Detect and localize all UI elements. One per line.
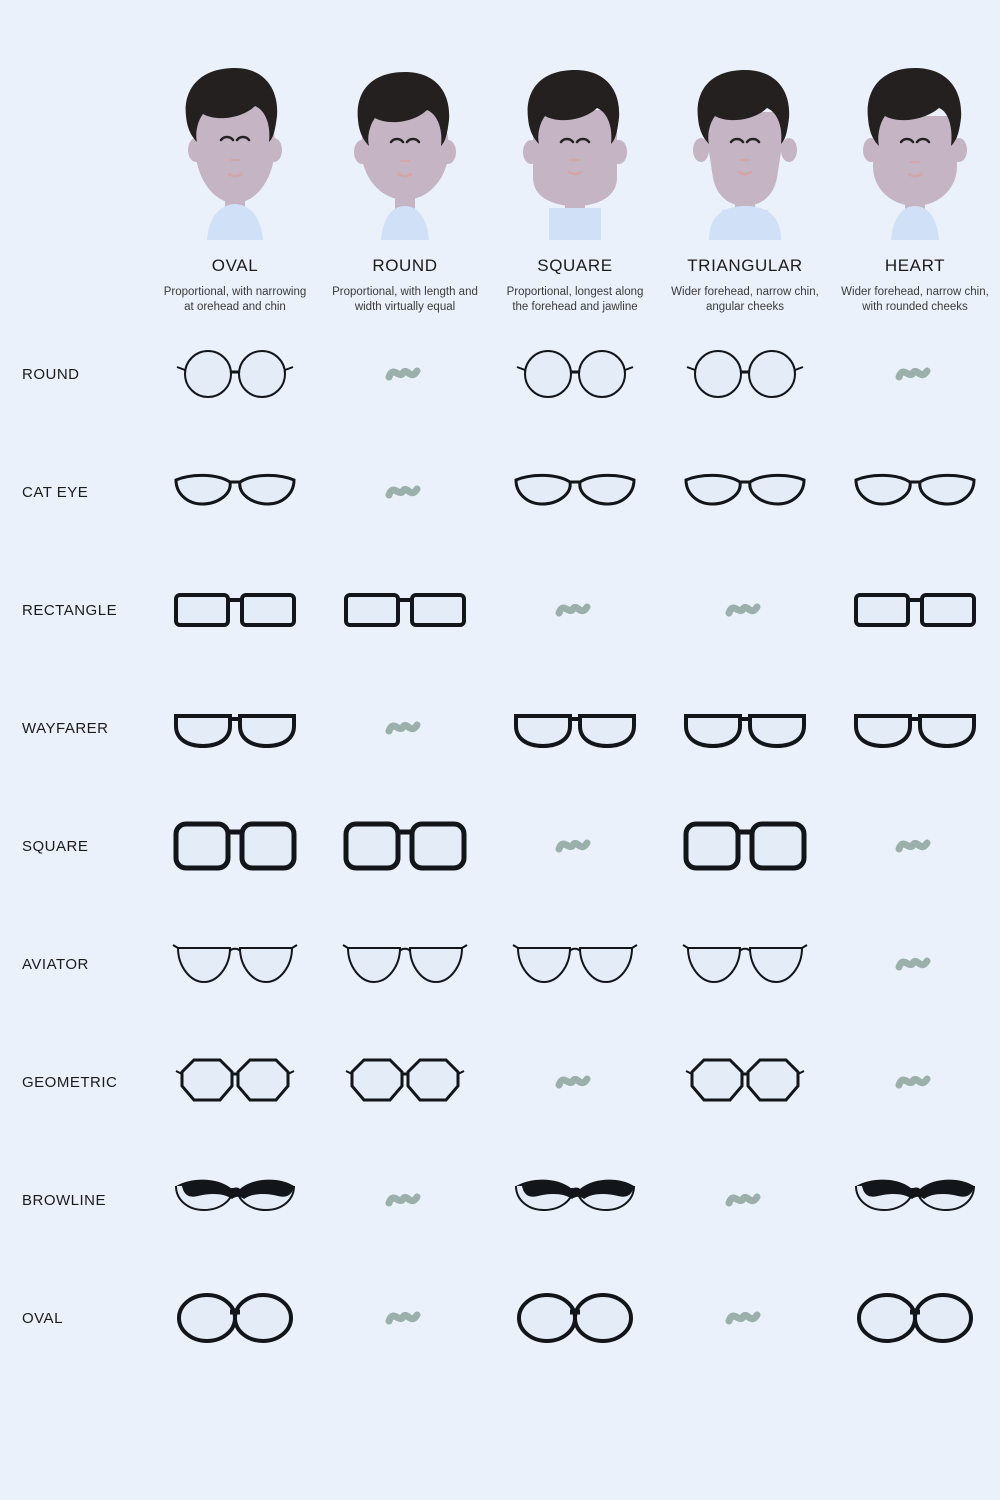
style-row-cat-eye: [0, 433, 1000, 551]
cell-wayfarer-heart: [830, 696, 1000, 760]
style-row-rectangle: [0, 551, 1000, 669]
not-recommended-icon: [725, 1303, 765, 1333]
not-recommended-icon: [895, 1067, 935, 1097]
cell-aviator-oval: [150, 932, 320, 996]
face-column-heart: [830, 50, 1000, 315]
round-glasses-icon: [510, 342, 640, 406]
triangular-face-icon: [675, 50, 815, 240]
browline-glasses-icon: [170, 1168, 300, 1232]
cell-browline-triangular: [660, 1185, 830, 1215]
cell-square-round: [320, 814, 490, 878]
face-name: ROUND: [372, 256, 438, 275]
face-column-square: [490, 50, 660, 315]
not-recommended-icon: [895, 949, 935, 979]
face-column-triangular: [660, 50, 830, 315]
cell-round-heart: [830, 359, 1000, 389]
cell-browline-square: [490, 1168, 660, 1232]
face-name: TRIANGULAR: [687, 256, 803, 275]
not-recommended-icon: [725, 1185, 765, 1215]
cell-browline-oval: [150, 1168, 320, 1232]
cell-browline-round: [320, 1185, 490, 1215]
not-recommended-icon: [895, 359, 935, 389]
square-glasses-icon: [340, 814, 470, 878]
style-label: WAYFARER: [22, 719, 109, 737]
rectangle-glasses-icon: [340, 578, 470, 642]
not-recommended-icon: [385, 359, 425, 389]
face-description: Proportional, longest along the forehead and jawline: [506, 286, 644, 313]
cell-oval-heart: [830, 1286, 1000, 1350]
geometric-glasses-icon: [170, 1050, 300, 1114]
cell-cat-eye-heart: [830, 460, 1000, 524]
cell-aviator-heart: [830, 949, 1000, 979]
cell-geometric-round: [320, 1050, 490, 1114]
face-column-round: [320, 50, 490, 315]
style-row-aviator: [0, 905, 1000, 1023]
oval-glasses-icon: [170, 1286, 300, 1350]
cell-aviator-round: [320, 932, 490, 996]
cell-oval-triangular: [660, 1303, 830, 1333]
square-face-icon: [505, 50, 645, 240]
not-recommended-icon: [725, 595, 765, 625]
cat-eye-glasses-icon: [680, 460, 810, 524]
face-description: Wider forehead, narrow chin, with rounded cheeks: [841, 286, 989, 313]
cell-oval-round: [320, 1303, 490, 1333]
style-row-browline: [0, 1141, 1000, 1259]
style-label: SQUARE: [22, 837, 89, 855]
not-recommended-icon: [385, 1185, 425, 1215]
face-header-row: [0, 0, 1000, 315]
cat-eye-glasses-icon: [510, 460, 640, 524]
cell-geometric-heart: [830, 1067, 1000, 1097]
rectangle-glasses-icon: [170, 578, 300, 642]
aviator-glasses-icon: [510, 932, 640, 996]
cell-geometric-triangular: [660, 1050, 830, 1114]
face-name: HEART: [884, 256, 946, 275]
cell-cat-eye-triangular: [660, 460, 830, 524]
wayfarer-glasses-icon: [680, 696, 810, 760]
not-recommended-icon: [555, 831, 595, 861]
face-description: Wider forehead, narrow chin, angular cheeks: [671, 286, 819, 313]
cell-square-triangular: [660, 814, 830, 878]
cell-round-round: [320, 359, 490, 389]
style-row-geometric: [0, 1023, 1000, 1141]
cell-round-square: [490, 342, 660, 406]
cell-rectangle-oval: [150, 578, 320, 642]
oval-face-icon: [165, 50, 305, 240]
face-column-oval: [150, 50, 320, 315]
cell-geometric-oval: [150, 1050, 320, 1114]
cell-wayfarer-triangular: [660, 696, 830, 760]
style-label: ROUND: [22, 365, 80, 383]
cell-rectangle-round: [320, 578, 490, 642]
cell-square-oval: [150, 814, 320, 878]
wayfarer-glasses-icon: [850, 696, 980, 760]
cell-cat-eye-square: [490, 460, 660, 524]
not-recommended-icon: [555, 1067, 595, 1097]
style-label: AVIATOR: [22, 955, 89, 973]
not-recommended-icon: [385, 1303, 425, 1333]
cell-geometric-square: [490, 1067, 660, 1097]
browline-glasses-icon: [850, 1168, 980, 1232]
cat-eye-glasses-icon: [850, 460, 980, 524]
face-name: OVAL: [211, 256, 259, 275]
cell-wayfarer-oval: [150, 696, 320, 760]
style-row-round: [0, 315, 1000, 433]
not-recommended-icon: [555, 595, 595, 625]
oval-glasses-icon: [850, 1286, 980, 1350]
style-label: CAT EYE: [22, 483, 89, 501]
square-glasses-icon: [170, 814, 300, 878]
face-description: Proportional, with length and width virtually equal: [332, 286, 478, 313]
wayfarer-glasses-icon: [510, 696, 640, 760]
cell-wayfarer-round: [320, 713, 490, 743]
cell-rectangle-square: [490, 595, 660, 625]
style-label: BROWLINE: [22, 1191, 107, 1209]
face-name: SQUARE: [537, 256, 613, 275]
cell-square-square: [490, 831, 660, 861]
cell-rectangle-heart: [830, 578, 1000, 642]
cell-rectangle-triangular: [660, 595, 830, 625]
wayfarer-glasses-icon: [170, 696, 300, 760]
round-glasses-icon: [170, 342, 300, 406]
square-glasses-icon: [680, 814, 810, 878]
face-description: Proportional, with narrowing at orehead and chin: [163, 286, 307, 313]
style-label: OVAL: [22, 1309, 63, 1327]
heart-face-icon: [845, 50, 985, 240]
style-row-wayfarer: [0, 669, 1000, 787]
cell-oval-square: [490, 1286, 660, 1350]
not-recommended-icon: [385, 713, 425, 743]
cell-round-triangular: [660, 342, 830, 406]
cell-square-heart: [830, 831, 1000, 861]
aviator-glasses-icon: [170, 932, 300, 996]
aviator-glasses-icon: [340, 932, 470, 996]
not-recommended-icon: [385, 477, 425, 507]
cell-wayfarer-square: [490, 696, 660, 760]
oval-glasses-icon: [510, 1286, 640, 1350]
style-label: GEOMETRIC: [22, 1073, 118, 1091]
round-glasses-icon: [680, 342, 810, 406]
cell-round-oval: [150, 342, 320, 406]
style-row-oval: [0, 1259, 1000, 1377]
cell-cat-eye-round: [320, 477, 490, 507]
browline-glasses-icon: [510, 1168, 640, 1232]
rectangle-glasses-icon: [850, 578, 980, 642]
cell-aviator-triangular: [660, 932, 830, 996]
geometric-glasses-icon: [680, 1050, 810, 1114]
cell-oval-oval: [150, 1286, 320, 1350]
cat-eye-glasses-icon: [170, 460, 300, 524]
style-row-square: [0, 787, 1000, 905]
aviator-glasses-icon: [680, 932, 810, 996]
cell-aviator-square: [490, 932, 660, 996]
style-label: RECTANGLE: [22, 601, 118, 619]
geometric-glasses-icon: [340, 1050, 470, 1114]
cell-cat-eye-oval: [150, 460, 320, 524]
not-recommended-icon: [895, 831, 935, 861]
round-face-icon: [335, 50, 475, 240]
cell-browline-heart: [830, 1168, 1000, 1232]
